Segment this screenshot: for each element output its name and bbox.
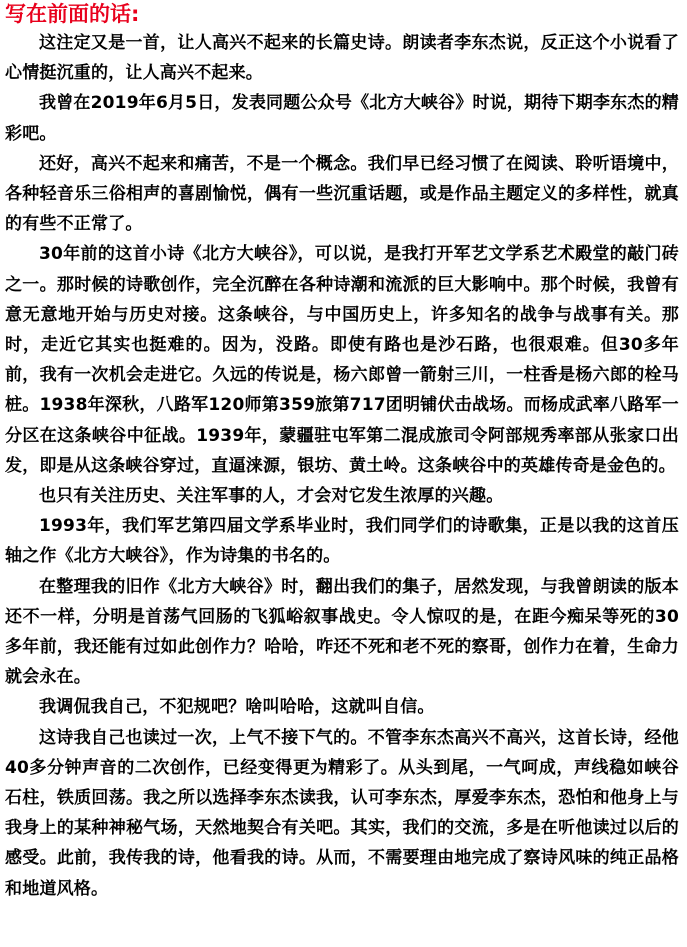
paragraph-2: 我曾在2019年6月5日，发表同题公众号《北方大峡谷》时说，期待下期李东杰的精彩吧。 <box>5 93 679 144</box>
paragraph-3: 还好，高兴不起来和痛苦，不是一个概念。我们早已经习惯了在阅读、聆听语境中，各种轻音乐三俗相声的喜剧愉悦，偶有一些沉重话题，或是作品主题定义的多样性，就真的有些不正常了。 <box>5 153 679 235</box>
paragraph-8: 我调侃我自己，不犯规吧？啥叫哈哈，这就叫自信。 <box>39 697 435 718</box>
paragraph-4: 30年前的这首小诗《北方大峡谷》，可以说，是我打开军艺文学系艺术殿堂的敲门砖之一。那时候的诗歌创作，完全沉醉在各种诗潮和流派的巨大影响中。那个时候，我曾有意无意地开始与历史对接。这条峡谷，与中国历史上，许多知名的战争与战事有关。那时，走近它其实也挺难的。因为，没路。即使有路也是沙石路，也很艰难。但30多年前，我有一次机会走进它。久远的传说是，杨六郎曾一箭射三川，一柱香是杨六郎的栓马桩。1938年深秋，八路军120师第359旅第717团明铺伏击战场。而杨成武率八路军一分区在这条峡谷中征战。1939年，蒙疆驻屯军第二混成旅司令阿部规秀率部从张家口出发，即是从这条峡谷穿过，直逼涞源，银坊、黄土岭。这条峡谷中的英雄传奇是金色的。 <box>5 244 679 476</box>
section-heading: 写在前面的话: <box>5 2 140 26</box>
paragraph-7: 在整理我的旧作《北方大峡谷》时，翻出我们的集子，居然发现，与我曾朗读的版本还不一样，分明是首荡气回肠的飞狐峪叙事战史。令人惊叹的是，在距今痴呆等死的30多年前，我还能有过如此创作力？哈哈，咋还不死和老不死的察哥，创作力在着，生命力就会永在。 <box>5 576 679 688</box>
paragraph-9: 这诗我自己也读过一次，上气不接下气的。不管李东杰高兴不高兴，这首长诗，经他40多分钟声音的二次创作，已经变得更为精彩了。从头到尾，一气呵成，声线稳如峡谷石柱，铁质回荡。我之所以选择李东杰读我，认可李东杰，厚爱李东杰，恐怕和他身上与我身上的某种神秘气场，天然地契合有关吧。其实，我们的交流，多是在听他读过以后的感受。此前，我传我的诗，他看我的诗。从而，不需要理由地完成了察诗风味的纯正品格和地道风格。 <box>5 727 679 899</box>
paragraph-1: 这注定又是一首，让人高兴不起来的长篇史诗。朗读者李东杰说，反正这个小说看了心情挺沉重的，让人高兴不起来。 <box>5 33 679 84</box>
paragraph-6: 1993年，我们军艺第四届文学系毕业时，我们同学们的诗歌集，正是以我的这首压轴之作《北方大峡谷》，作为诗集的书名的。 <box>5 516 679 567</box>
paragraph-5: 也只有关注历史、关注军事的人，才会对它发生浓厚的兴趣。 <box>39 486 504 507</box>
